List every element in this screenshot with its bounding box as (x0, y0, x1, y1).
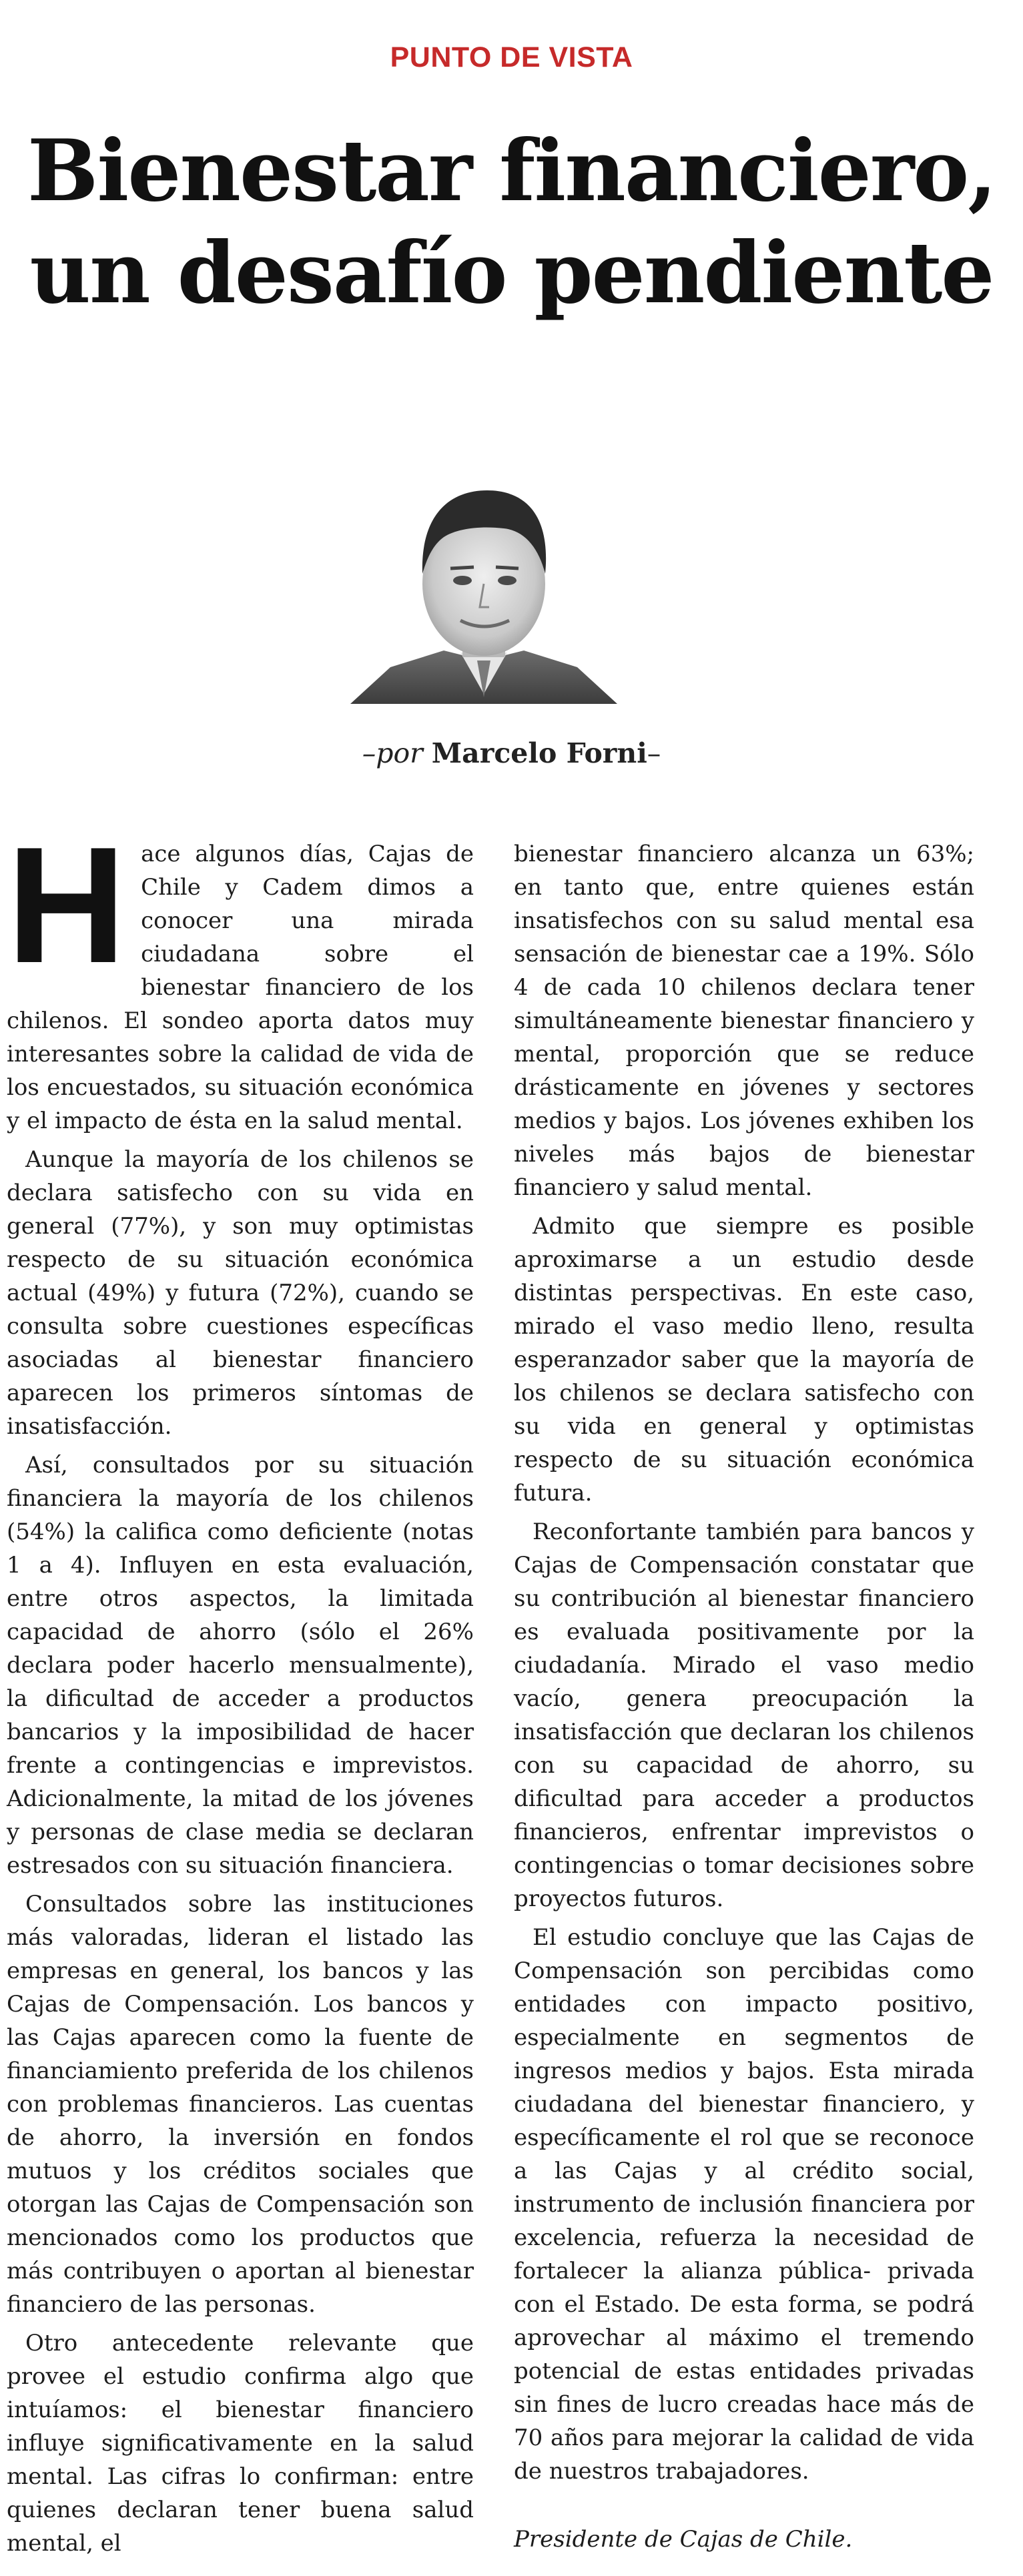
paragraph-7: Reconfortante también para bancos y Cajas de Compensación constatar que su contribución al bienestar financiero es evaluada positivamente por la ciudadanía. Mirado el vaso medio vacío, genera preocupación la insatisfacción que declaran los chilenos con su capacidad de ahorro, su dificultad para acceder a productos financieros, enfrentar imprevistos o contingencias o tomar decisiones sobre proyectos futuros. (514, 1519, 974, 1912)
paragraph-1-text: ace algunos días, Cajas de Chile y Cadem dimos a conocer una mirada ciudadana sobre el bienestar financiero de los chilenos. El sondeo aporta datos muy interesantes sobre la calidad de vida de los encuestados, su situación económica y el impacto de ésta en la salud mental. (7, 841, 474, 1134)
paragraph-8: El estudio concluye que las Cajas de Compensación son percibidas como entidades con impacto positivo, especialmente en segmentos de ingresos medios y bajos. Esta mirada ciudadana del bienestar financiero, y específicamente el rol que se reconoce a las Cajas y al crédito social, instrumento de inclusión financiera por excelencia, refuerza la necesidad de fortalecer la alianza pública- privada con el Estado. De esta forma, se podrá aprovechar al máximo el tremendo potencial de estas entidades privadas sin fines de lucro creadas hace más de 70 años para mejorar la calidad de vida de nuestros trabajadores. (514, 1924, 974, 2485)
byline-prefix: –por (362, 737, 423, 769)
headline-line-2: un desafío pendiente (29, 224, 994, 322)
author-byline (0, 737, 1023, 769)
paragraph-4: Consultados sobre las instituciones más valoradas, lideran el listado las empresas en general, los bancos y las Cajas de Compensación. Los bancos y las Cajas aparecen como la fuente de financiamiento preferida de los chilenos con problemas financieros. Las cuentas de ahorro, la inversión en fondos mutuos y los créditos sociales que otorgan las Cajas de Compensación son mencionados como los productos que más contribuyen o aportan al bienestar financiero de las personas. (7, 1891, 474, 2318)
drop-cap: H (7, 812, 127, 997)
headline (27, 120, 996, 324)
author-portrait (344, 467, 624, 707)
author-name: Marcelo Forni (431, 737, 647, 769)
paragraph-1 (7, 812, 474, 1138)
paragraph-3: Así, consultados por su situación financiera la mayoría de los chilenos (54%) la califica como deficiente (notas 1 a 4). Influyen en esta evaluación, entre otros aspectos, la limitada capacidad de ahorro (sólo el 26% declara poder hacerlo mensualmente), la dificultad de acceder a productos bancarios y la imposibilidad de hacer frente a contingencias e imprevistos. Adicionalmente, la mitad de los jóvenes y personas de clase media se declaran estresados con su situación financiera. (7, 1452, 474, 1879)
paragraph-5-end: bienestar financiero alcanza un 63%; en tanto que, entre quienes están insatisfechos con su salud mental esa sensación de bienestar cae a 19%. Sólo 4 de cada 10 chilenos declara tener simultáneamente bienestar financiero y mental, proporción que se reduce drásticamente en jóvenes y sectores medios y bajos. Los jóvenes exhiben los niveles más bajos de bienestar financiero y salud mental. (514, 841, 974, 1201)
paragraph-6: Admito que siempre es posible aproximarse a un estudio desde distintas perspectivas. En este caso, mirado el vaso medio lleno, resulta esperanzador saber que la mayoría de los chilenos se declara satisfecho con su vida en general y optimistas respecto de su situación económica futura. (514, 1213, 974, 1507)
paragraph-2: Aunque la mayoría de los chilenos se declara satisfecho con su vida en general (77%), y son muy optimistas respecto de su situación económica actual (49%) y futura (72%), cuando se consulta sobre cuestiones específicas asociadas al bienestar financiero aparecen los primeros síntomas de insatisfacción. (7, 1146, 474, 1440)
section-label: PUNTO DE VISTA (390, 41, 633, 73)
author-signature: Presidente de Cajas de Chile. (514, 2526, 853, 2553)
article-column-left (7, 812, 474, 2565)
author-portrait-icon (344, 467, 624, 707)
article-column-right (514, 837, 974, 2561)
headline-line-1: Bienestar financiero, (27, 121, 996, 220)
byline-suffix: – (647, 737, 661, 769)
paragraph-5-start: Otro antecedente relevante que provee el estudio confirma algo que intuíamos: el bienestar financiero influye significativamente en la salud mental. Las cifras lo confirman: entre quienes declaran tener buena salud mental, el (7, 2330, 474, 2557)
